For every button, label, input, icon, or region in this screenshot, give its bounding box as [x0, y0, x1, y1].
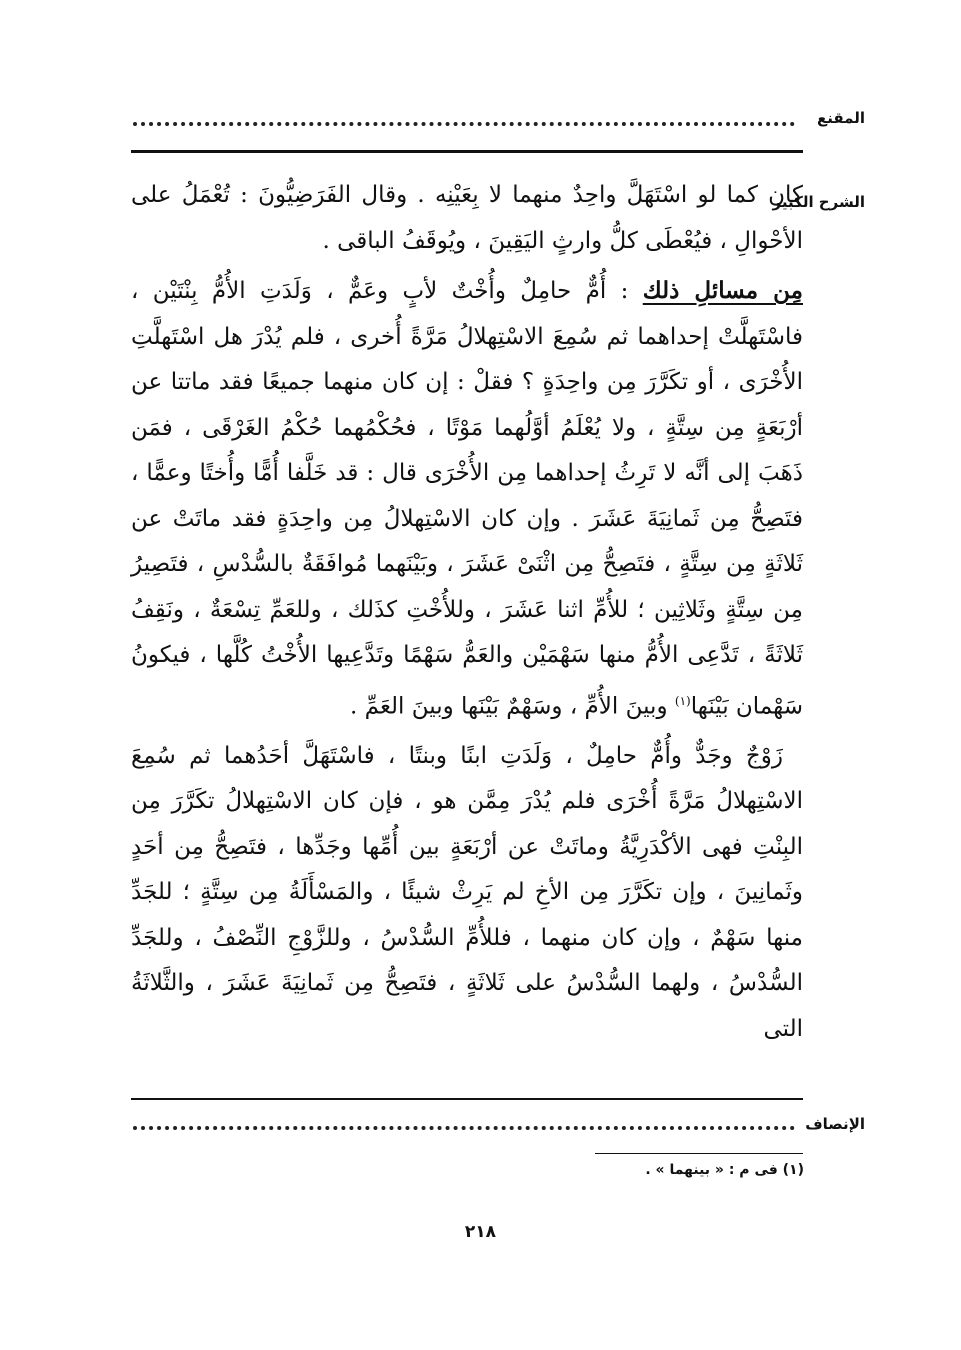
section-label: الشرح الكبير [772, 193, 865, 211]
lower-solid-rule [131, 1098, 803, 1100]
footnote-separator [595, 1153, 803, 1154]
paragraph-2-end: وبينَ الأُمِّ ، وسَهْمٌ بَيْنَها وبينَ العَمِّ . [350, 693, 675, 720]
paragraph-2-text: : أُمٌّ حامِلٌ وأُخْتٌ لأبٍ وعَمٌّ ، وَلَدَتِ الأُمُّ بِنْتَيْن ، فاسْتَهلَّتْ إحداهما ثم سُمِعَ الاسْتِهلالُ مَرَّةً أُخرى ، فلم يُدْرَ هل اسْتَهلَّتِ الأُخْرَى ، أو تكَرَّرَ مِن واحِدَةٍ ؟ فقلْ : إن كان منهما جميعًا فقد ماتتا عن أرْبَعَةٍ مِن سِتَّةٍ ، ولا يُعْلَمُ أوَّلُهما مَوْتًا ، فحُكْمُهما حُكْمُ الغَرْقَى ، فمَن ذَهَبَ إلى أنَّه لا تَرِثُ إحداهما مِن الأُخْرَى قال : قد خَلَّفا أُمًّا وأُختًا وعمًّا ، فتَصِحُّ مِن ثَمانِيَةَ عَشَرَ . وإن كان الاسْتِهلالُ مِن واحِدَةٍ فقد ماتَتْ عن ثَلاثَةٍ مِن سِتَّةٍ ، فتَصِحُّ مِن اثْنَىْ عَشَرَ ، وبَيْنَهما مُوافَقَةٌ بالسُّدْسِ ، فتَصِيرُ مِن سِتَّةٍ وثَلاثِين ؛ للأُمِّ اثنا عَشَرَ ، وللأُخْتِ كذَلك ، وللعَمِّ تِسْعَةٌ ، ونَقِفُ ثَلاثَةً ، تَدَّعِى الأُمُّ منها سَهْمَيْن والعَمُّ سَهْمًا وتَدَّعِيها الأُخْتُ كُلَّها ، فيكونُ سَهْمان بَيْنَها [131, 278, 803, 720]
paragraph-1: كان كما لو اسْتَهَلَّ واحِدٌ منهما لا بِعَيْنِه . وقال الفَرَضِيُّونَ : تُعْمَلُ على الأحْوالِ ، فيُعْطَى كلُّ وارثٍ اليَقِينَ ، ويُوقَفُ الباقى . [131, 182, 803, 254]
paragraph-2 [131, 268, 803, 730]
lower-section-label: الإنصاف [805, 1115, 865, 1133]
paragraph-3: زَوْجٌ وجَدٌّ وأُمٌّ حامِلٌ ، وَلَدَتِ ابنًا وبنتًا ، فاسْتَهَلَّ أحَدُهما ثم سُمِعَ الاسْتِهلالُ مَرَّةً أُخْرَى فلم يُدْرَ مِمَّن هو ، فإن كان الاسْتِهلالُ تكَرَّرَ مِن البِنْتِ فهى الأكْدَرِيَّةُ وماتَتْ عن أرْبَعَةٍ بين أُمِّها وجَدِّها ، فتَصِحُّ مِن أحَدٍ وثَمانِينَ ، وإن تكَرَّرَ مِن الأخِ لم يَرِثْ شيئًا ، والمَسْأَلَةُ مِن سِتَّةٍ ؛ للجَدِّ منها سَهْمٌ ، وإن كان منهما ، فللأُمِّ السُّدْسُ ، وللزَّوْجِ النِّصْفُ ، وللجَدِّ السُّدْسُ ، ولهما السُّدْسُ على ثَلاثَةٍ ، فتَصِحُّ مِن ثَمانِيَةَ عَشَرَ ، والثَّلاثَةُ التى [131, 742, 803, 1042]
header-dotted-rule [133, 122, 795, 126]
paragraph-2-lead: مِن مسائلِ ذلك [642, 277, 803, 304]
header-solid-rule [131, 150, 803, 153]
page-number: ٢١٨ [464, 1222, 497, 1242]
lower-dotted-rule [133, 1126, 795, 1130]
main-text [131, 173, 803, 1052]
header-book-label: المقنع [817, 109, 865, 127]
footnote: (١) فى م : « بينهما » . [645, 1162, 804, 1178]
footnote-marker: (١) [674, 693, 691, 708]
